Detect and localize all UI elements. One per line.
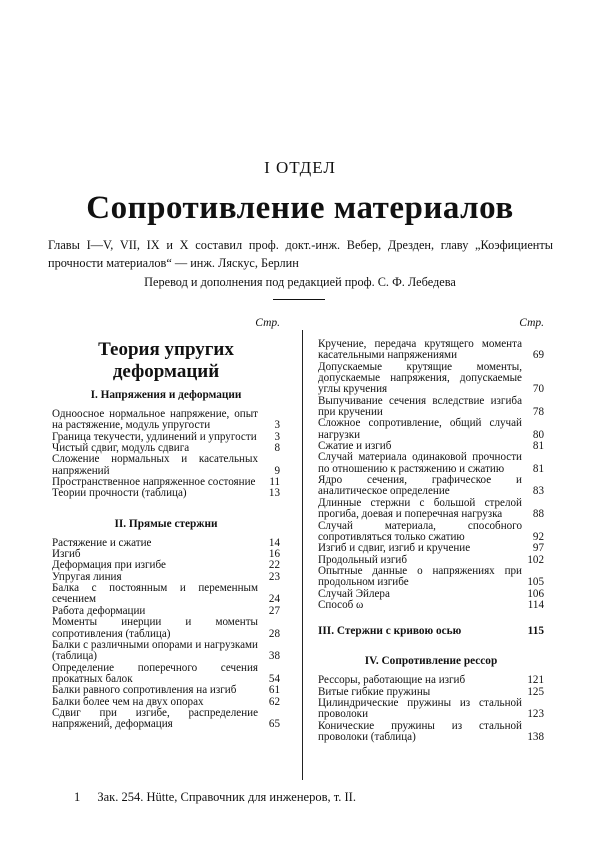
column-divider — [302, 330, 303, 780]
page-title: Сопротивление материалов — [86, 190, 514, 226]
page-column-label: Стр. — [255, 317, 280, 329]
editor-note: Перевод и дополнения под редакцией проф. С. Ф. Лебедева — [144, 275, 456, 289]
toc-page-number: 105 — [527, 576, 544, 589]
toc-entry-title: Опытные данные о напряжениях при продольном изгибе — [318, 564, 522, 589]
toc-page-number: 88 — [532, 508, 544, 521]
toc-entry-title: Витые гибкие пружины — [318, 685, 431, 698]
toc-entry-title: Одноосное нормальное напряжение, опыт на растяжение, модуль упругости — [52, 408, 258, 432]
toc-list — [318, 339, 544, 611]
toc-entry — [52, 685, 280, 696]
toc-entry-title: Длинные стержни с большой стрелой прогиба, доевая и поперечная нагрузка — [318, 496, 522, 521]
toc-entry — [52, 488, 280, 499]
toc-list — [52, 538, 280, 731]
toc-list — [52, 409, 280, 500]
toc-entry — [52, 640, 280, 663]
toc-entry-title: Выпучивание сечения вследствие изгиба при кручении — [318, 394, 522, 419]
toc-page-number: 8 — [274, 442, 280, 455]
toc-entry-title: Случай Эйлера — [318, 587, 390, 600]
toc-entry — [318, 498, 544, 521]
toc-entry-title: Моменты инерции и моменты сопротивления (таблица) — [52, 616, 258, 640]
toc-entry-title: Продольный изгиб — [318, 553, 407, 566]
toc-entry-title: Способ ω — [318, 598, 364, 611]
section-label: I ОТДЕЛ — [264, 158, 336, 177]
toc-page-number: 102 — [527, 553, 544, 566]
page-column-label: Стр. — [519, 317, 544, 329]
toc-entry — [318, 698, 544, 721]
toc-page-number: 3 — [274, 430, 280, 443]
toc-entry-title: Балки равного сопротивления на изгиб — [52, 684, 237, 697]
toc-page-number: 69 — [532, 349, 544, 362]
toc-page-number: 65 — [268, 718, 280, 731]
toc-page-number: 13 — [268, 487, 280, 500]
toc-page-number: 114 — [527, 598, 544, 611]
toc-page-number: 61 — [268, 684, 280, 697]
toc-entry — [318, 600, 544, 611]
toc-page-number: 54 — [268, 672, 280, 685]
toc-entry-title: Сжатие и изгиб — [318, 440, 392, 453]
toc-page-number: 123 — [527, 708, 544, 721]
toc-entry-title: Сложное сопротивление, общий случай нагрузки — [318, 417, 522, 441]
toc-entry-title: Теории прочности (таблица) — [52, 487, 187, 500]
toc-entry-title: Упругая линия — [52, 570, 122, 583]
toc-page-number: 115 — [527, 625, 544, 638]
toc-entry — [52, 617, 280, 640]
toc-page-number: 22 — [268, 559, 280, 572]
toc-page-number: 125 — [527, 685, 544, 698]
toc-entry — [318, 452, 544, 475]
toc-entry-title: Граница текучести, удлинений и упругости — [52, 430, 257, 443]
toc-page-number: 106 — [527, 587, 544, 600]
toc-entry — [318, 418, 544, 441]
toc-page-number: 14 — [268, 536, 280, 549]
toc-entry — [318, 475, 544, 498]
toc-page-number: 16 — [268, 548, 280, 561]
toc-entry — [318, 339, 544, 362]
toc-page-number: 92 — [532, 530, 544, 543]
toc-page-number: 9 — [274, 464, 280, 477]
toc-entry-title: Растяжение и сжатие — [52, 536, 152, 549]
toc-entry-title: Балка с постоянным и переменным сечением — [52, 582, 258, 606]
toc-page-number: 78 — [532, 406, 544, 419]
toc-entry — [318, 721, 544, 744]
toc-entry-title: Цилиндрические пружины из стальной проволоки — [318, 696, 522, 721]
toc-entry-title: Балки с различными опорами и нагрузками (таблица) — [52, 638, 258, 663]
toc-entry-title: Деформация при изгибе — [52, 559, 166, 572]
toc-list — [318, 675, 544, 743]
chapter-heading: II. Прямые стержни — [114, 517, 218, 530]
toc-entry — [318, 566, 544, 589]
toc-page-number: 24 — [268, 593, 280, 606]
toc-page-number: 121 — [527, 674, 544, 687]
toc-entry-title: Рессоры, работающие на изгиб — [318, 674, 466, 687]
toc-page-number: 81 — [532, 462, 544, 475]
chapter-heading: I. Напряжения и деформации — [90, 389, 242, 401]
toc-page-number: 23 — [268, 570, 280, 583]
chapter-title: III. Стержни с кривою осью — [318, 625, 462, 638]
toc-entry — [52, 454, 280, 477]
title-divider — [273, 299, 325, 300]
toc-entry — [318, 396, 544, 419]
toc-entry-title: Балки более чем на двух опорах — [52, 695, 204, 708]
authors-note: Главы I—V, VII, IX и X составил проф. докт.-инж. Вебер, Дрезден, главу „Коэфициенты прочности материалов“ — инж. Ляскус, Берлин — [48, 238, 553, 270]
toc-page-number: 3 — [274, 419, 280, 432]
toc-entry — [52, 409, 280, 432]
toc-entry-title: Сдвиг при изгибе, распределение напряжений, деформация — [52, 706, 258, 731]
toc-entry-title: Случай материала, способного сопротивляться только сжатию — [318, 519, 522, 543]
toc-entry-title: Ядро сечения, графическое и аналитическое определение — [318, 474, 522, 498]
toc-left-column — [52, 317, 280, 731]
toc-entry — [318, 362, 544, 396]
toc-entry — [52, 538, 280, 549]
toc-entry-title: Сложение нормальных и касательных напряжений — [52, 453, 258, 477]
toc-page-number: 97 — [532, 542, 544, 555]
toc-entry — [318, 521, 544, 544]
toc-page-number: 70 — [532, 383, 544, 396]
toc-page-number: 11 — [269, 476, 280, 489]
toc-entry-title: Чистый сдвиг, модуль сдвига — [52, 442, 190, 455]
toc-entry — [52, 708, 280, 731]
page-footer — [74, 790, 356, 805]
toc-right-column — [318, 317, 544, 743]
toc-page-number: 62 — [268, 695, 280, 708]
toc-entry — [52, 663, 280, 686]
toc-entry-title: Пространственное напряженное состояние — [52, 476, 256, 489]
toc-entry-title: Изгиб и сдвиг, изгиб и кручение — [318, 542, 471, 555]
toc-entry-title: Случай материала одинаковой прочности по отношению к растяжению и сжатию — [318, 451, 522, 475]
toc-page-number: 27 — [268, 604, 280, 617]
toc-entry — [52, 583, 280, 606]
toc-entry-title: Определение поперечного сечения прокатных балок — [52, 661, 258, 685]
toc-page-number: 28 — [268, 627, 280, 640]
toc-entry-title: Конические пружины из стальной проволоки (таблица) — [318, 719, 522, 743]
toc-page-number: 81 — [532, 440, 544, 453]
toc-page-number: 38 — [268, 650, 280, 663]
chapter-heading: IV. Сопротивление рессор — [364, 655, 498, 668]
toc-page-number: 83 — [532, 485, 544, 498]
signature-number: 1 — [74, 790, 81, 804]
toc-entry-title: Допускаемые крутящие моменты, допускаемые напряжения, допускаемые углы кручения — [318, 360, 522, 396]
chapter-heading — [318, 625, 544, 637]
toc-entry-title: Изгиб — [52, 548, 81, 561]
toc-entry — [318, 543, 544, 554]
toc-entry-title: Работа деформации — [52, 604, 146, 617]
toc-entry-title: Кручение, передача крутящего момента касательными напряжениями — [318, 338, 522, 362]
part-title: Теория упругих деформаций — [98, 339, 234, 382]
toc-page-number: 138 — [527, 730, 544, 743]
toc-page-number: 80 — [532, 428, 544, 441]
toc-entry — [318, 675, 544, 686]
footer-text: Зак. 254. Hütte, Справочник для инженеров, т. II. — [97, 790, 356, 804]
